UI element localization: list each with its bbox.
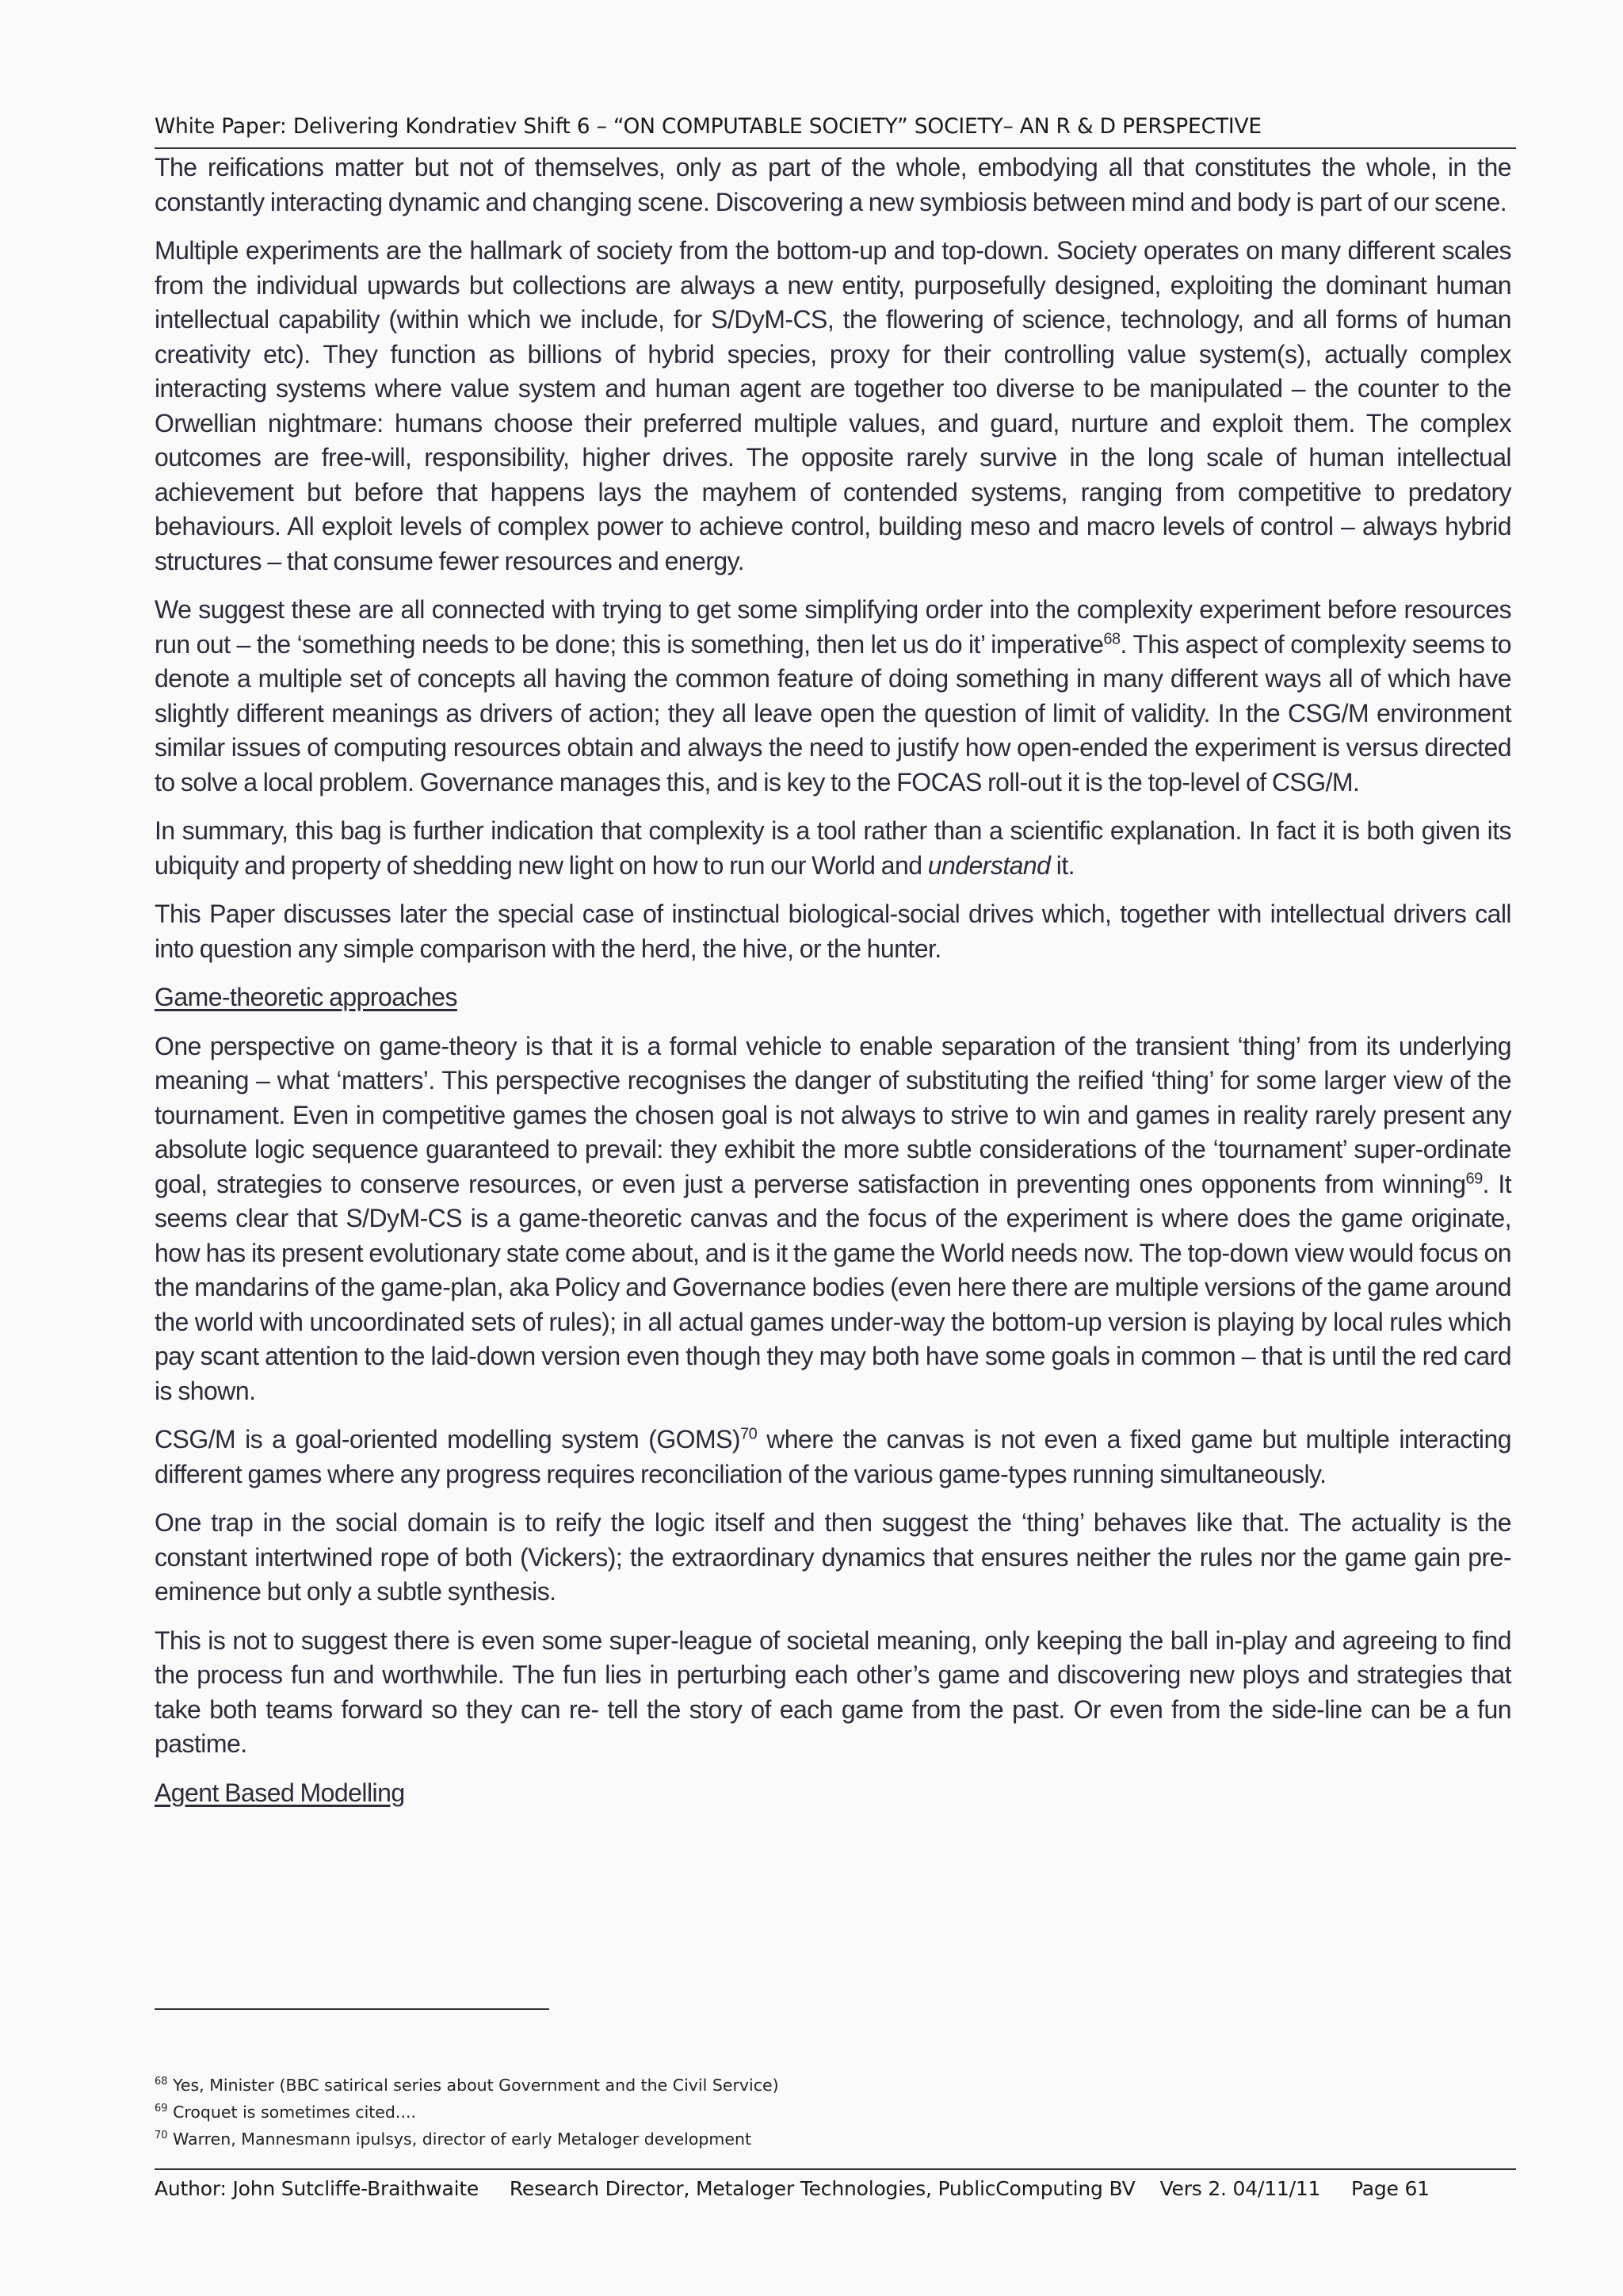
footnote [155, 2126, 1502, 2153]
paragraph-3 [155, 593, 1511, 800]
footnote-number: 70 [155, 2130, 168, 2141]
paragraph-6-text-b: . It seems clear that S/DyM-CS is a game-theoretic canvas and the focus of the experiment is where does the game originate, how has its present evolutionary state come about, and is it the game the World needs now. The top-down view would focus on the mandarins of the game-plan, aka Policy and Governance bodies (even here there are multiple versions of the game around the world with uncoordinated sets of rules); in all actual games under-way the bottom-up version is playing by local rules which pay scant attention to the laid-down version even though they may both have some goals in common – that is until the red card is shown. [155, 1169, 1511, 1405]
footer-role: Research Director, Metaloger Technologies, PublicComputing BV [509, 2177, 1136, 2200]
main-content [155, 151, 1511, 1824]
header-divider [155, 147, 1516, 149]
footnote-ref-69[interactable]: 69 [1465, 1169, 1483, 1187]
section-heading-agent-based-modelling: Agent Based Modelling [155, 1778, 405, 1807]
paragraph-1: The reifications matter but not of themselves, only as part of the whole, embodying all that constitutes the whole, in the constantly interacting dynamic and changing scene. Discovering a new symbiosis between mind and body is part of our scene. [155, 153, 1511, 216]
footnote-divider [155, 2008, 549, 2010]
footnote [155, 2099, 1502, 2126]
footnote-text: Croquet is sometimes cited.... [173, 2103, 416, 2122]
emphasis-understand: understand [927, 850, 1051, 880]
footnote-ref-70[interactable]: 70 [740, 1425, 758, 1443]
footnote-text: Warren, Mannesmann ipulsys, director of early Metaloger development [173, 2130, 752, 2149]
paragraph-3-text-b: . This aspect of complexity seems to denote a multiple set of concepts all having the common feature of doing something in many different ways all of which have slightly different meanings as drivers of action; they all leave open the question of limit of validity. In the CSG/M environment similar issues of computing resources obtain and always the need to justify how open-ended the experiment is versus directed to solve a local problem. Governance manages this, and is key to the FOCAS roll-out it is the top-level of CSG/M. [155, 629, 1511, 797]
footnote-number: 69 [155, 2103, 168, 2115]
section-heading-game-theory: Game-theoretic approaches [155, 983, 457, 1011]
paragraph-7-text-a: CSG/M is a goal-oriented modelling system (GOMS) [155, 1425, 741, 1454]
footnote-ref-68[interactable]: 68 [1103, 629, 1121, 648]
paragraph-7-text-b: where the canvas is not even a fixed game but multiple interacting different games where any progress requires reconciliation of the various game-types running simultaneously. [155, 1425, 1511, 1488]
paragraph-4-text-b: it. [1050, 850, 1075, 880]
footnotes [155, 2072, 1502, 2153]
paragraph-6 [155, 1030, 1511, 1409]
running-footer [155, 2175, 1516, 2203]
paragraph-8: One trap in the social domain is to reify the logic itself and then suggest the ‘thing’ behaves like that. The actuality is the constant intertwined rope of both (Vickers); the extraordinary dynamics that ensures neither the rules nor the game gain pre-eminence but only a subtle synthesis. [155, 1508, 1511, 1606]
footer-divider [155, 2168, 1516, 2170]
paragraph-7 [155, 1423, 1511, 1492]
footer-page-number: Page 61 [1350, 2177, 1430, 2200]
paragraph-9: This is not to suggest there is even some super-league of societal meaning, only keeping the ball in-play and agreeing to find the process fun and worthwhile. The fun lies in perturbing each other’s game and discovering new ploys and strategies that take both teams forward so they can re- tell the story of each game from the past. Or even from the side-line can be a fun pastime. [155, 1626, 1511, 1758]
running-header: White Paper: Delivering Kondratiev Shift 6 – “ON COMPUTABLE SOCIETY” SOCIETY– AN R & D PERSPECTIVE [155, 114, 1262, 139]
paragraph-4 [155, 814, 1511, 883]
paragraph-6-text-a: One perspective on game-theory is that it is a formal vehicle to enable separation of the transient ‘thing’ from its underlying meaning – what ‘matters’. This perspective recognises the danger of substituting the reified ‘thing’ for some larger view of the tournament. Even in competitive games the chosen goal is not always to strive to win and games in reality rarely present any absolute logic sequence guaranteed to prevail: they exhibit the more subtle considerations of the ‘tournament’ super-ordinate goal, strategies to conserve resources, or even just a perverse satisfaction in preventing ones opponents from winning [155, 1031, 1511, 1198]
footnote [155, 2072, 1502, 2099]
paragraph-2: Multiple experiments are the hallmark of society from the bottom-up and top-down. Society operates on many different scales from the individual upwards but collections are always a new entity, purposefully designed, exploiting the dominant human intellectual capability (within which we include, for S/DyM-CS, the flowering of science, technology, and all forms of human creativity etc). They function as billions of hybrid species, proxy for their controlling value system(s), actually complex interacting systems where value system and human agent are together too diverse to be manipulated – the counter to the Orwellian nightmare: humans choose their preferred multiple values, and guard, nurture and exploit them. The complex outcomes are free-will, responsibility, higher drives. The opposite rarely survive in the long scale of human intellectual achievement but before that happens lays the mayhem of contended systems, ranging from competitive to predatory behaviours. All exploit levels of complex power to achieve control, building meso and macro levels of control – always hybrid structures – that consume fewer resources and energy. [155, 236, 1511, 575]
paragraph-3-text-a: We suggest these are all connected with trying to get some simplifying order into the complexity experiment before resources run out – the ‘something needs to be done; this is something, then let us do it’ imperative [155, 595, 1511, 659]
footnote-number: 68 [155, 2076, 168, 2088]
footer-version: Vers 2. 04/11/11 [1159, 2177, 1321, 2200]
paragraph-4-text-a: In summary, this bag is further indication that complexity is a tool rather than a scientific explanation. In fact it is both given its ubiquity and property of shedding new light on how to run our World and [155, 816, 1511, 880]
footnote-text: Yes, Minister (BBC satirical series about Government and the Civil Service) [173, 2076, 779, 2095]
footer-author: Author: John Sutcliffe-Braithwaite [155, 2177, 479, 2200]
paragraph-5: This Paper discusses later the special case of instinctual biological-social drives which, together with intellectual drivers call into question any simple comparison with the herd, the hive, or the hunter. [155, 900, 1511, 963]
